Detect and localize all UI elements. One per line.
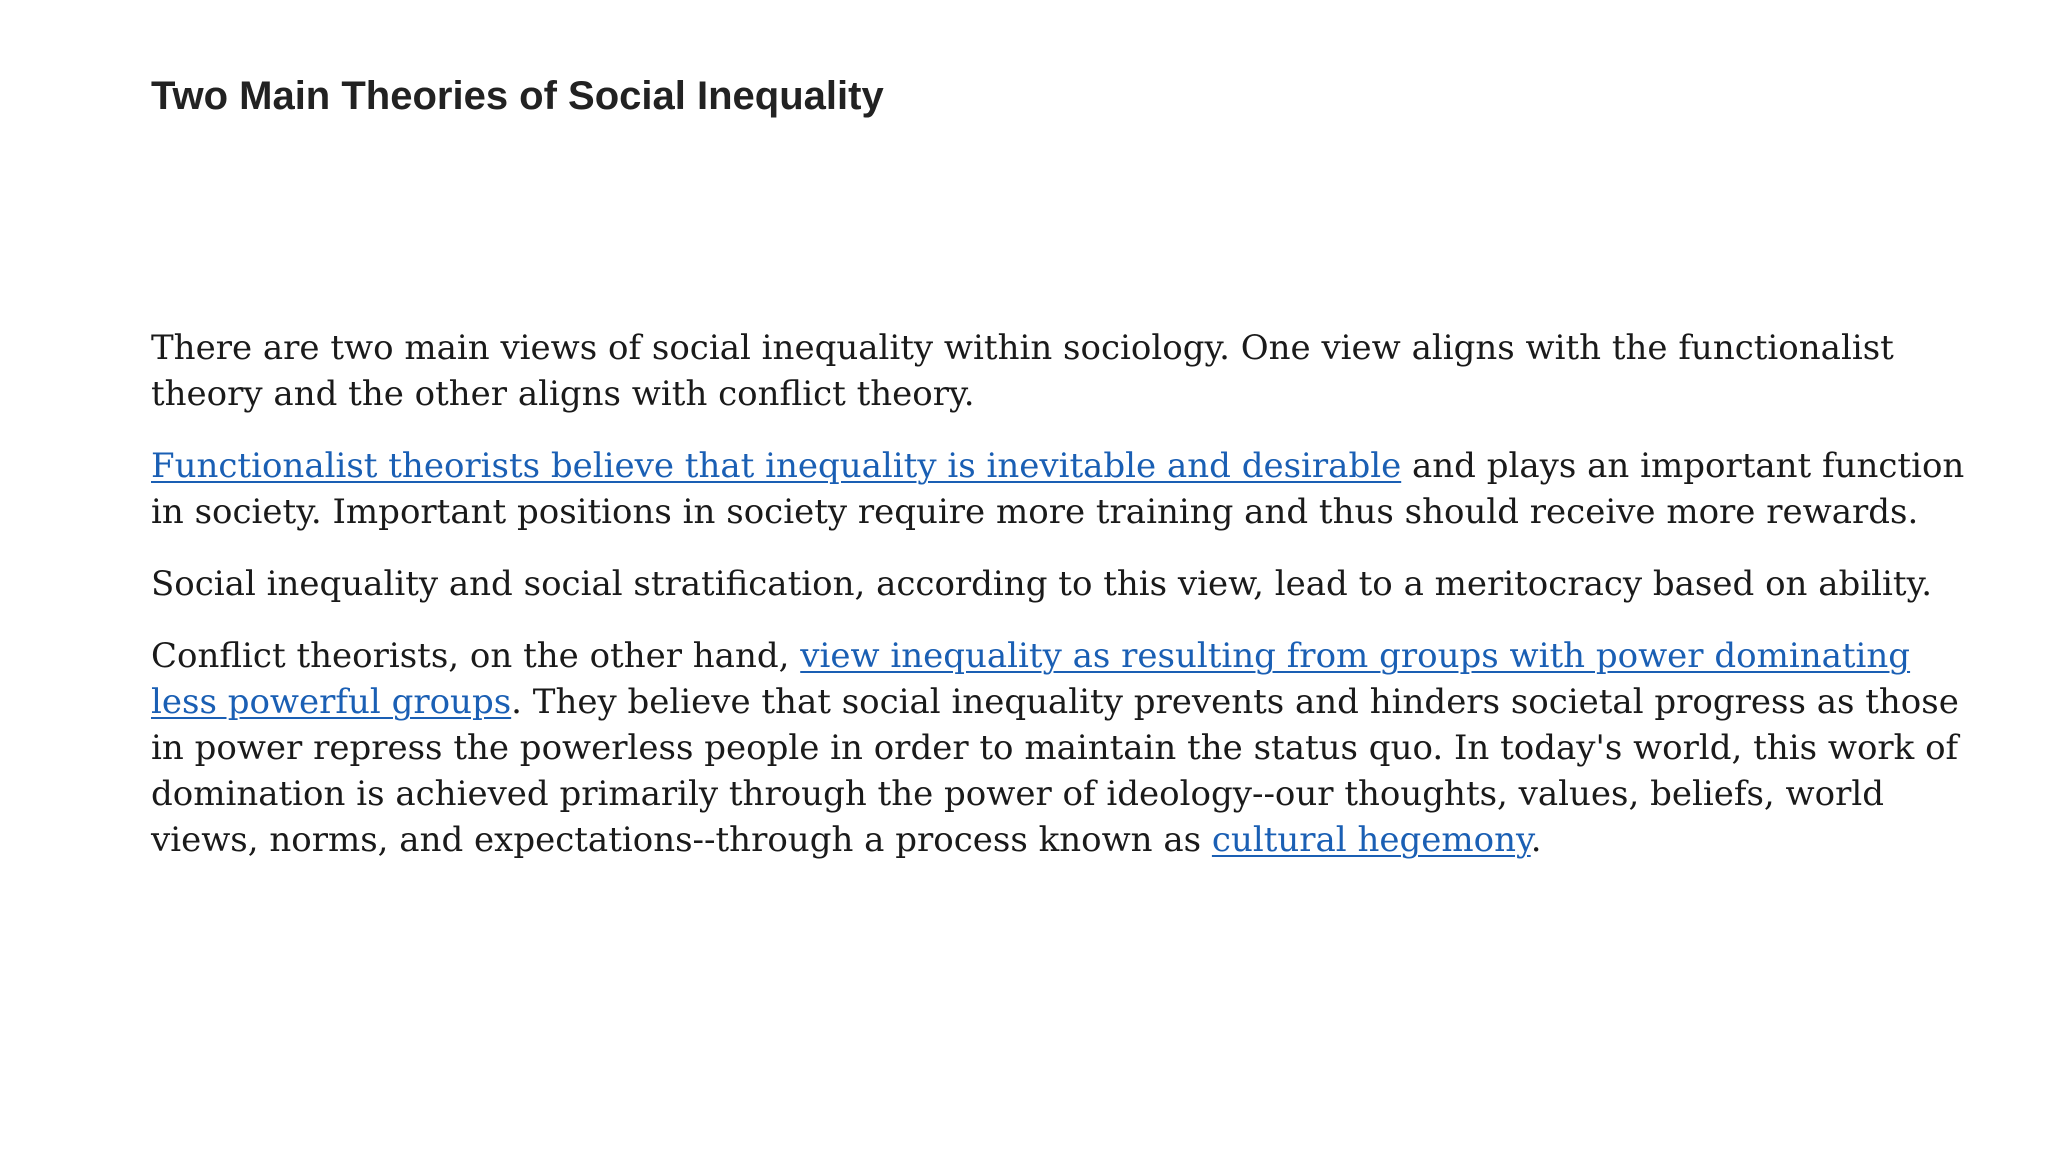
article-title: Two Main Theories of Social Inequality [151,74,884,118]
paragraph-conflict [151,633,1981,863]
article-body [151,325,1981,889]
conflict-text-start: Conflict theorists, on the other hand, [151,636,801,676]
conflict-text-middle: . They believe that social inequality prevents and hinders societal progress as those in power repress the powerless people in order to maintain the status quo. In today's world, this work of domination is achieved primarily through the power of ideology--our thoughts, values, beliefs, world views, norms, and expectations--through a process known as [151,682,1959,860]
conflict-text-end: . [1530,820,1542,860]
paragraph-intro: There are two main views of social inequality within sociology. One view aligns with the functionalist theory and the other aligns with conflict theory. [151,328,1894,414]
paragraph-functionalist [151,443,1981,535]
functionalist-text: and plays an important function in society. Important positions in society require more training and thus should receive more rewards. [151,446,1965,532]
functionalist-link[interactable]: Functionalist theorists believe that inequality is inevitable and desirable [151,446,1402,486]
conflict-theory-link[interactable]: view inequality as resulting from groups with power dominating less powerful groups [151,636,1911,722]
cultural-hegemony-link[interactable]: cultural hegemony [1211,820,1531,860]
paragraph-meritocracy: Social inequality and social stratification, according to this view, lead to a meritocracy based on ability. [151,564,1933,604]
